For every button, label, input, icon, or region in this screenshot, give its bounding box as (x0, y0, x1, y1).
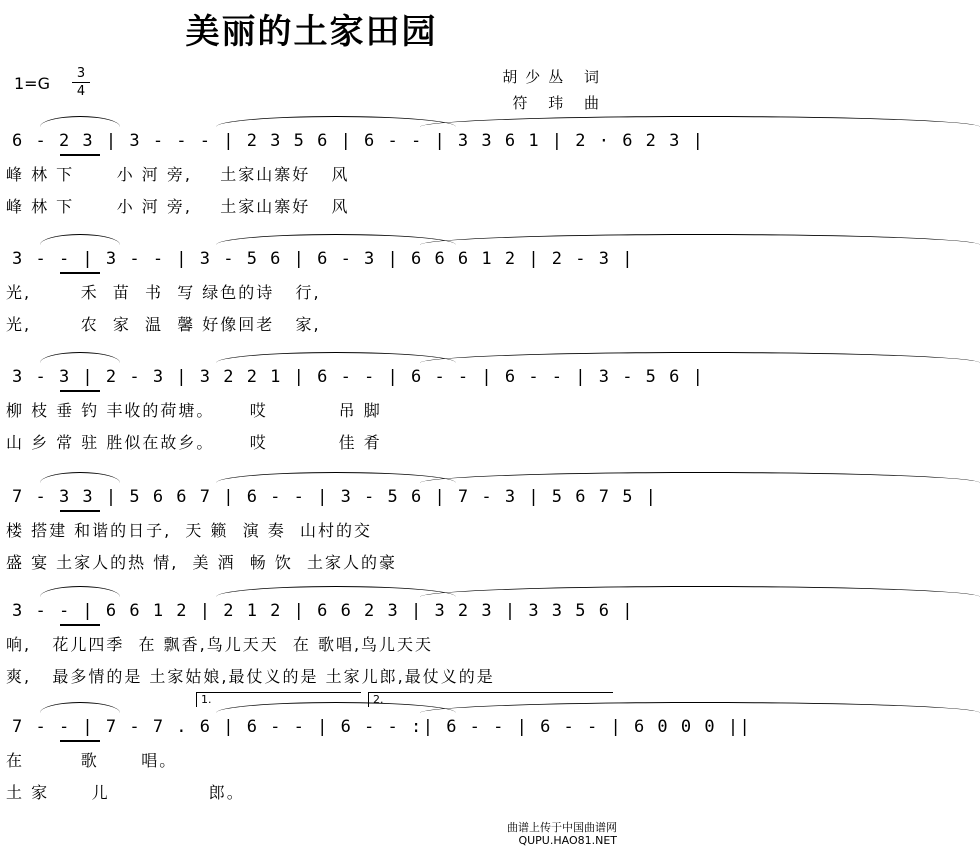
slur-mark (420, 116, 980, 127)
beam-underline (60, 272, 100, 274)
lyric-line: 光, 禾 苗 书 写 绿色的诗 行, (6, 283, 321, 302)
beam-underline (60, 154, 100, 156)
watermark-footer (507, 821, 617, 847)
time-signature-line (72, 82, 90, 83)
lyric-line: 响, 花儿四季 在 飘香,鸟儿天天 在 歌唱,鸟儿天天 (6, 635, 434, 654)
time-signature-bottom: 4 (76, 84, 86, 99)
lyric-line: 盛 宴 土家人的热 情, 美 酒 畅 饮 土家人的豪 (6, 553, 398, 572)
notation-row: 6 - 2 3 | 3 - - - | 2 3 5 6 | 6 - - | 3 3 6 1 | 2 · 6 2 3 | (12, 131, 705, 151)
lyric-line: 在 歌 唱。 (6, 751, 178, 770)
lyric-line: 峰 林 下 小 河 旁, 土家山寨好 风 (6, 165, 350, 184)
key-signature: 1=G (14, 74, 50, 93)
beam-underline (60, 624, 100, 626)
notation-row: 7 - 3 3 | 5 6 6 7 | 6 - - | 3 - 5 6 | 7 - 3 | 5 6 7 5 | (12, 487, 658, 507)
notation-row: 3 - 3 | 2 - 3 | 3 2 2 1 | 6 - - | 6 - - | 6 - - | 3 - 5 6 | (12, 367, 705, 387)
footer-line-1: 曲谱上传于中国曲谱网 (507, 821, 617, 834)
lyricist-credit: 胡少丛 词 (502, 68, 607, 86)
lyric-line: 柳 枝 垂 钓 丰收的荷塘。 哎 吊 脚 (6, 401, 382, 420)
notation-row: 7 - - | 7 - 7 . 6 | 6 - - | 6 - - :| 6 - - | 6 - - | 6 0 0 0 || (12, 717, 752, 737)
score-system (0, 364, 705, 504)
beam-underline (60, 390, 100, 392)
composer-credit: 符 玮 曲 (512, 94, 607, 112)
slur-mark (40, 116, 120, 127)
lyric-line: 土 家 儿 郎。 (6, 783, 245, 802)
beam-underline (60, 740, 100, 742)
footer-line-2: QUPU.HAO81.NET (518, 834, 617, 847)
lyric-line: 峰 林 下 小 河 旁, 土家山寨好 风 (6, 197, 350, 216)
page-title: 美丽的土家田园 (185, 12, 438, 52)
notation-row: 3 - - | 6 6 1 2 | 2 1 2 | 6 6 2 3 | 3 2 3 | 3 3 5 6 | (12, 601, 634, 621)
volta-bracket: 2. (368, 692, 613, 707)
volta-bracket: 1. (196, 692, 361, 707)
time-signature (72, 66, 90, 99)
notation-row: 3 - - | 3 - - | 3 - 5 6 | 6 - 3 | 6 6 6 1 2 | 2 - 3 | (12, 249, 634, 269)
lyric-line: 楼 搭建 和谐的日子, 天 籁 演 奏 山村的交 (6, 521, 372, 540)
beam-underline (60, 510, 100, 512)
lyric-line: 山 乡 常 驻 胜似在故乡。 哎 佳 肴 (6, 433, 382, 452)
lyric-line: 爽, 最多情的是 土家姑娘,最仗义的是 土家儿郎,最仗义的是 (6, 667, 495, 686)
time-signature-top: 3 (76, 66, 86, 81)
lyric-line: 光, 农 家 温 馨 好像回老 家, (6, 315, 321, 334)
